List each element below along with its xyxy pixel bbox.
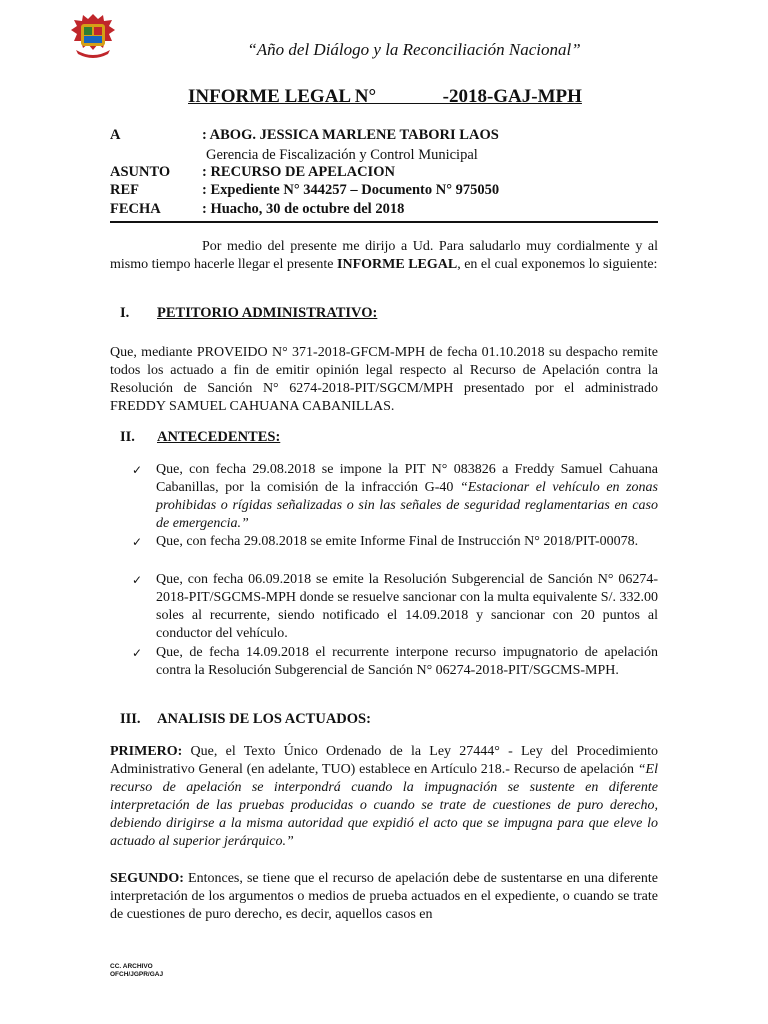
checkmark-icon: ✓ — [132, 463, 143, 477]
meta-label-ref: REF — [110, 182, 139, 198]
checkmark-icon: ✓ — [132, 646, 143, 660]
checkmark-icon: ✓ — [132, 535, 143, 549]
meta-label-asunto: ASUNTO — [110, 164, 171, 180]
section-number: II. — [120, 429, 135, 445]
checkmark-icon: ✓ — [132, 573, 143, 587]
section-title: ANTECEDENTES: — [157, 429, 281, 445]
antecedente-text: Que, con fecha 06.09.2018 se emite la Resolución Subgerencial de Sanción N° 06274-2018-PIT/SGCMS-MPH donde se resuelve sancionar con la multa equivalente S/. 332.00 soles al recurrente, siendo notificado el 14.09.2018 y sancionar con 20 puntos al conductor del vehículo. — [156, 572, 658, 641]
antecedente-text: Que, de fecha 14.09.2018 el recurrente interpone recurso impugnatorio de apelación contra la Resolución Subgerencial de Sanción N° 06274-2018-PIT/SGCMS-MPH. — [156, 645, 658, 678]
section-number: I. — [120, 305, 130, 321]
segundo-text: Entonces, se tiene que el recurso de apelación debe de sustentarse en una diferente interpretación de los argumentos o medios de prueba actuados en el expediente, o cuando se trate de cuestiones de puro derecho, es decir, aquellos casos en — [110, 871, 658, 922]
document-title: INFORME LEGAL N° -2018-GAJ-MPH — [188, 86, 582, 107]
section-title: ANALISIS DE LOS ACTUADOS: — [157, 711, 371, 727]
section-title: PETITORIO ADMINISTRATIVO: — [157, 305, 378, 321]
meta-value-a: : ABOG. JESSICA MARLENE TABORI LAOS — [202, 127, 499, 143]
footer-line: CC. ARCHIVO — [110, 963, 153, 970]
meta-value-ref: : Expediente N° 344257 – Documento N° 975050 — [202, 182, 500, 198]
meta-label-a: A — [110, 127, 121, 143]
antecedente-text-part: Que, con fecha 29.08.2018 se impone la PIT N° 083826 a Freddy Samuel Cahuana Cabanillas, por la comisión de la infracción G-40 — [156, 462, 658, 495]
antecedente-quote: “Estacionar el vehículo en zonas prohibidas o rígidas señalizadas o sin las señales de seguridad reglamentarias en caso de emergencia.” — [156, 480, 658, 531]
primero-quote: “El recurso de apelación se interpondrá cuando la impugnación se sustente en diferente interpretación de las pruebas producidas o cuando se trate de cuestiones de puro derecho, debiendo dirigirse a la misma autoridad que expidió el acto que se impugna para que eleve lo actuado al superior jerárquico.” — [110, 762, 658, 849]
analisis-primero — [110, 743, 658, 851]
meta-value-a2: Gerencia de Fiscalización y Control Municipal — [206, 147, 478, 163]
motto: “Año del Diálogo y la Reconciliación Nacional” — [247, 40, 581, 59]
petitorio-paragraph: Que, mediante PROVEIDO N° 371-2018-GFCM-MPH de fecha 01.10.2018 su despacho remite todos los actuado a fin de emitir opinión legal respecto al Recurso de Apelación contra la Resolución de Sanción N° 6274-2018-PIT/SGCM/MPH presentado por el administrado FREDDY SAMUEL CAHUANA CABANILLAS. — [110, 345, 658, 414]
segundo-lead: SEGUNDO: — [110, 871, 184, 886]
section-number: III. — [120, 711, 141, 727]
antecedente-text: Que, con fecha 29.08.2018 se emite Informe Final de Instrucción N° 2018/PIT-00078. — [156, 534, 639, 549]
analisis-segundo — [110, 870, 658, 924]
distribution-footer — [110, 963, 163, 979]
meta-label-fecha: FECHA — [110, 201, 161, 217]
intro-paragraph — [110, 238, 658, 274]
primero-text: Que, el Texto Único Ordenado de la Ley 27444° - Ley del Procedimiento Administrativo General (en adelante, TUO) establece en Artículo 218.- Recurso de apelación — [110, 744, 658, 777]
header-divider — [110, 221, 658, 223]
intro-text-end: , en el cual exponemos lo siguiente: — [457, 257, 658, 272]
footer-line: OFCH/JGPR/GAJ — [110, 971, 164, 978]
antecedente-text — [156, 461, 658, 533]
intro-bold-text: INFORME LEGAL — [337, 257, 458, 272]
intro-text: Por medio del presente me dirijo a Ud. Para saludarlo muy cordialmente y al mismo tiempo hacerle llegar el presente — [110, 239, 658, 272]
meta-value-asunto: : RECURSO DE APELACION — [202, 164, 395, 180]
primero-lead: PRIMERO: — [110, 744, 183, 759]
meta-value-fecha: : Huacho, 30 de octubre del 2018 — [202, 201, 405, 217]
